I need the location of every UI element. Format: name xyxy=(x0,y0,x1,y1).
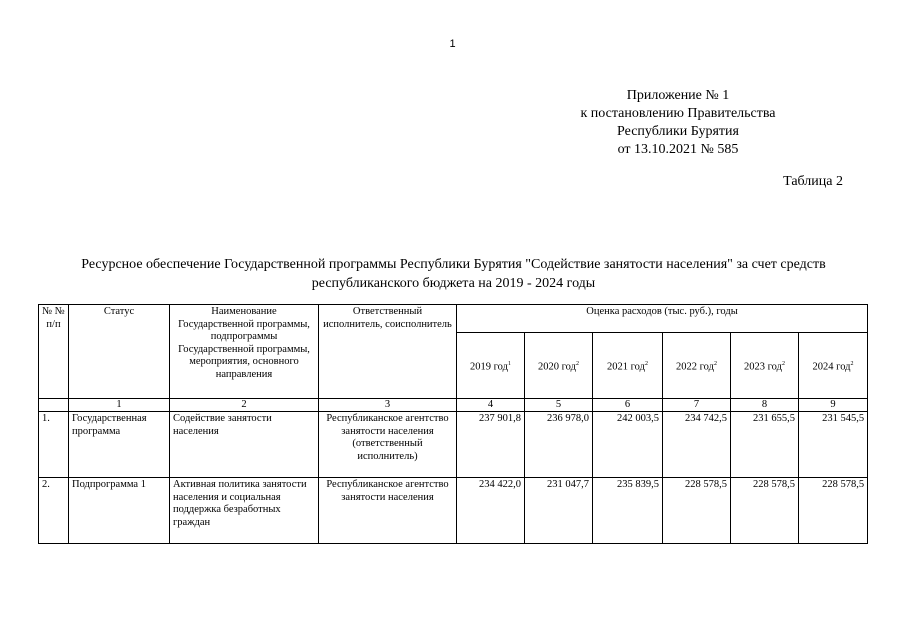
row-value: 242 003,5 xyxy=(593,412,663,478)
row-status: Подпрограмма 1 xyxy=(69,478,170,544)
row-num: 1. xyxy=(39,412,69,478)
year-label: 2024 год xyxy=(812,361,851,372)
year-label: 2022 год xyxy=(676,361,714,372)
row-name: Содействие занятости населения xyxy=(170,412,319,478)
table-row xyxy=(39,478,868,544)
document-title: Ресурсное обеспечение Государственной программы Республики Бурятия "Содействие занятости населения" за счет средств республиканского бюджета на 2019 - 2024 годы xyxy=(81,257,826,291)
row-value: 231 545,5 xyxy=(799,412,868,478)
column-number: 2 xyxy=(170,399,319,412)
year-label: 2019 год xyxy=(470,361,508,372)
column-number: 5 xyxy=(525,399,593,412)
row-value: 234 422,0 xyxy=(457,478,525,544)
column-number xyxy=(39,399,69,412)
column-number-row xyxy=(39,399,868,412)
row-value: 237 901,8 xyxy=(457,412,525,478)
column-number: 4 xyxy=(457,399,525,412)
appendix-line-2: к постановлению Правительства xyxy=(580,106,776,121)
row-value: 228 578,5 xyxy=(731,478,799,544)
row-num: 2. xyxy=(39,478,69,544)
table-header-row xyxy=(39,305,868,333)
resource-table xyxy=(38,304,868,544)
header-year xyxy=(457,333,525,399)
year-label: 2023 год xyxy=(744,361,782,372)
column-number: 1 xyxy=(69,399,170,412)
header-year xyxy=(799,333,868,399)
year-label: 2021 год xyxy=(607,361,645,372)
row-value: 235 839,5 xyxy=(593,478,663,544)
appendix-line-3: Республики Бурятия xyxy=(617,124,739,139)
table-row xyxy=(39,412,868,478)
header-year xyxy=(663,333,731,399)
row-value: 231 047,7 xyxy=(525,478,593,544)
year-footnote: 1 xyxy=(507,360,511,367)
appendix-line-4: от 13.10.2021 № 585 xyxy=(617,142,739,157)
year-footnote: 2 xyxy=(850,360,854,367)
year-footnote: 2 xyxy=(644,360,648,367)
year-label: 2020 год xyxy=(538,361,576,372)
column-number: 9 xyxy=(799,399,868,412)
row-value: 228 578,5 xyxy=(663,478,731,544)
header-status: Статус xyxy=(69,305,170,399)
header-year xyxy=(525,333,593,399)
row-executor: Республиканское агентство занятости населения (ответственный исполнитель) xyxy=(319,412,457,478)
header-estimate: Оценка расходов (тыс. руб.), годы xyxy=(457,305,868,333)
row-name: Активная политика занятости населения и социальная поддержка безработных граждан xyxy=(170,478,319,544)
page-number: 1 xyxy=(449,38,456,50)
table-label: Таблица 2 xyxy=(783,174,843,189)
header-year xyxy=(593,333,663,399)
row-value: 234 742,5 xyxy=(663,412,731,478)
year-footnote: 2 xyxy=(713,360,717,367)
column-number: 7 xyxy=(663,399,731,412)
row-executor: Республиканское агентство занятости населения xyxy=(319,478,457,544)
row-status: Государственная программа xyxy=(69,412,170,478)
row-value: 231 655,5 xyxy=(731,412,799,478)
row-value: 228 578,5 xyxy=(799,478,868,544)
column-number: 6 xyxy=(593,399,663,412)
year-footnote: 2 xyxy=(575,360,579,367)
year-footnote: 2 xyxy=(781,360,785,367)
appendix-line-1: Приложение № 1 xyxy=(626,88,730,103)
header-name: Наименование Государственной программы, подпрограммы Государственной программы, мероприятия, основного направления xyxy=(170,305,319,399)
header-executor: Ответственный исполнитель, соисполнитель xyxy=(319,305,457,399)
column-number: 3 xyxy=(319,399,457,412)
column-number: 8 xyxy=(731,399,799,412)
appendix-block xyxy=(548,87,808,159)
row-value: 236 978,0 xyxy=(525,412,593,478)
header-num: № № п/п xyxy=(39,305,69,399)
header-year xyxy=(731,333,799,399)
